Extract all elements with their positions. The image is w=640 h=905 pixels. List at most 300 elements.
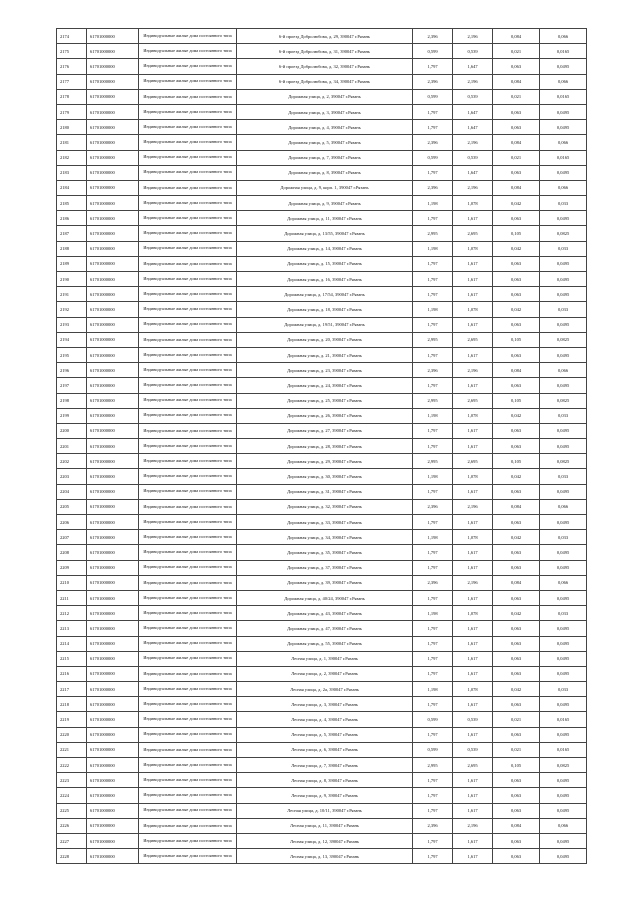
- cell-building-type: Индивидуальные жилые дома постоянного типа: [139, 651, 237, 666]
- cell-oktmo-code: 61701000000: [87, 180, 139, 195]
- cell-address: Дорожная улица, д. 43, 390047 г.Рязань: [237, 606, 413, 621]
- cell-value-1: 0,599: [413, 742, 453, 757]
- cell-value-4: 0,066: [540, 818, 587, 833]
- cell-value-4: 0,0495: [540, 347, 587, 362]
- cell-value-4: 0,066: [540, 499, 587, 514]
- cell-oktmo-code: 61701000000: [87, 469, 139, 484]
- cell-building-type: Индивидуальные жилые дома постоянного типа: [139, 530, 237, 545]
- cell-building-type: Индивидуальные жилые дома постоянного типа: [139, 59, 237, 74]
- cell-oktmo-code: 61701000000: [87, 742, 139, 757]
- cell-building-type: Индивидуальные жилые дома постоянного типа: [139, 332, 237, 347]
- cell-value-1: 1,198: [413, 196, 453, 211]
- cell-value-2: 1,617: [453, 347, 493, 362]
- cell-value-1: 1,797: [413, 651, 453, 666]
- cell-value-2: 1,617: [453, 849, 493, 864]
- cell-building-type: Индивидуальные жилые дома постоянного типа: [139, 287, 237, 302]
- cell-address: 6-й проезд Добролюбова, д. 29, 390047 г.Рязань: [237, 29, 413, 44]
- cell-value-1: 2,396: [413, 363, 453, 378]
- cell-value-4: 0,033: [540, 196, 587, 211]
- cell-value-3: 0,063: [493, 439, 540, 454]
- cell-row-number: 2221: [57, 742, 87, 757]
- cell-value-2: 1,647: [453, 104, 493, 119]
- cell-value-3: 0,021: [493, 89, 540, 104]
- table-row: [57, 287, 587, 302]
- cell-value-3: 0,063: [493, 165, 540, 180]
- cell-value-4: 0,0495: [540, 59, 587, 74]
- cell-value-1: 1,797: [413, 590, 453, 605]
- cell-value-1: 1,797: [413, 803, 453, 818]
- table-row: [57, 135, 587, 150]
- cell-value-1: 1,797: [413, 833, 453, 848]
- cell-oktmo-code: 61701000000: [87, 712, 139, 727]
- cell-value-3: 0,063: [493, 104, 540, 119]
- cell-row-number: 2218: [57, 697, 87, 712]
- cell-address: Дорожная улица, д. 35, 390047 г.Рязань: [237, 545, 413, 560]
- cell-value-4: 0,066: [540, 575, 587, 590]
- cell-building-type: Индивидуальные жилые дома постоянного типа: [139, 682, 237, 697]
- cell-oktmo-code: 61701000000: [87, 135, 139, 150]
- cell-value-4: 0,0495: [540, 211, 587, 226]
- table-row: [57, 74, 587, 89]
- table-body: [57, 29, 587, 864]
- cell-row-number: 2208: [57, 545, 87, 560]
- table-row: [57, 44, 587, 59]
- cell-value-2: 2,196: [453, 818, 493, 833]
- cell-value-4: 0,066: [540, 74, 587, 89]
- cell-address: Дорожная улица, д. 20, 390047 г.Рязань: [237, 332, 413, 347]
- cell-address: Лесная улица, д. 7, 390047 г.Рязань: [237, 758, 413, 773]
- cell-oktmo-code: 61701000000: [87, 803, 139, 818]
- cell-value-3: 0,063: [493, 545, 540, 560]
- cell-building-type: Индивидуальные жилые дома постоянного типа: [139, 697, 237, 712]
- cell-row-number: 2201: [57, 439, 87, 454]
- cell-address: Дорожная улица, д. 5, 390047 г.Рязань: [237, 135, 413, 150]
- cell-oktmo-code: 61701000000: [87, 454, 139, 469]
- cell-row-number: 2197: [57, 378, 87, 393]
- table-row: [57, 621, 587, 636]
- cell-building-type: Индивидуальные жилые дома постоянного типа: [139, 44, 237, 59]
- cell-building-type: Индивидуальные жилые дома постоянного типа: [139, 484, 237, 499]
- cell-value-4: 0,0495: [540, 317, 587, 332]
- housing-table: [56, 28, 587, 864]
- cell-address: Дорожная улица, д. 4, 390047 г.Рязань: [237, 120, 413, 135]
- cell-oktmo-code: 61701000000: [87, 104, 139, 119]
- cell-row-number: 2177: [57, 74, 87, 89]
- table-row: [57, 803, 587, 818]
- cell-oktmo-code: 61701000000: [87, 347, 139, 362]
- cell-value-2: 1,647: [453, 120, 493, 135]
- cell-value-1: 1,797: [413, 621, 453, 636]
- table-row: [57, 89, 587, 104]
- cell-value-3: 0,063: [493, 378, 540, 393]
- cell-value-3: 0,063: [493, 256, 540, 271]
- cell-value-1: 1,797: [413, 439, 453, 454]
- cell-oktmo-code: 61701000000: [87, 818, 139, 833]
- cell-value-2: 1,617: [453, 590, 493, 605]
- cell-row-number: 2176: [57, 59, 87, 74]
- table-row: [57, 636, 587, 651]
- cell-value-1: 2,396: [413, 818, 453, 833]
- cell-oktmo-code: 61701000000: [87, 363, 139, 378]
- cell-value-2: 1,617: [453, 697, 493, 712]
- cell-oktmo-code: 61701000000: [87, 196, 139, 211]
- cell-row-number: 2182: [57, 150, 87, 165]
- cell-building-type: Индивидуальные жилые дома постоянного типа: [139, 499, 237, 514]
- cell-address: Дорожная улица, д. 24, 390047 г.Рязань: [237, 378, 413, 393]
- cell-value-2: 0,539: [453, 89, 493, 104]
- table-row: [57, 818, 587, 833]
- cell-value-2: 1,617: [453, 211, 493, 226]
- table-row: [57, 272, 587, 287]
- cell-address: Дорожная улица, д. 31, 390047 г.Рязань: [237, 484, 413, 499]
- cell-value-4: 0,0825: [540, 393, 587, 408]
- cell-row-number: 2217: [57, 682, 87, 697]
- cell-value-2: 1,617: [453, 317, 493, 332]
- cell-value-4: 0,0165: [540, 150, 587, 165]
- cell-row-number: 2203: [57, 469, 87, 484]
- cell-value-3: 0,084: [493, 363, 540, 378]
- cell-value-3: 0,105: [493, 454, 540, 469]
- cell-value-2: 1,617: [453, 272, 493, 287]
- cell-address: Дорожная улица, д. 15, 390047 г.Рязань: [237, 256, 413, 271]
- cell-oktmo-code: 61701000000: [87, 833, 139, 848]
- cell-address: Дорожная улица, д. 40/24, 390047 г.Рязань: [237, 590, 413, 605]
- cell-address: Лесная улица, д. 2а, 390047 г.Рязань: [237, 682, 413, 697]
- cell-row-number: 2181: [57, 135, 87, 150]
- cell-address: Дорожная улица, д. 32, 390047 г.Рязань: [237, 499, 413, 514]
- table-row: [57, 727, 587, 742]
- cell-oktmo-code: 61701000000: [87, 590, 139, 605]
- cell-value-1: 1,797: [413, 378, 453, 393]
- cell-value-3: 0,084: [493, 180, 540, 195]
- table-row: [57, 849, 587, 864]
- cell-row-number: 2185: [57, 196, 87, 211]
- cell-value-2: 2,196: [453, 29, 493, 44]
- cell-row-number: 2211: [57, 590, 87, 605]
- cell-value-4: 0,0825: [540, 226, 587, 241]
- cell-value-3: 0,063: [493, 287, 540, 302]
- cell-address: Дорожная улица, д. 9, 390047 г.Рязань: [237, 196, 413, 211]
- document-page: [56, 28, 586, 864]
- table-row: [57, 241, 587, 256]
- cell-value-2: 1,617: [453, 621, 493, 636]
- cell-value-2: 1,617: [453, 666, 493, 681]
- cell-value-1: 1,797: [413, 256, 453, 271]
- cell-value-2: 2,695: [453, 332, 493, 347]
- cell-address: Дорожная улица, д. 37, 390047 г.Рязань: [237, 560, 413, 575]
- cell-value-2: 1,078: [453, 682, 493, 697]
- cell-row-number: 2214: [57, 636, 87, 651]
- cell-row-number: 2206: [57, 515, 87, 530]
- cell-row-number: 2188: [57, 241, 87, 256]
- cell-value-2: 2,695: [453, 393, 493, 408]
- cell-value-1: 1,198: [413, 408, 453, 423]
- cell-building-type: Индивидуальные жилые дома постоянного типа: [139, 302, 237, 317]
- cell-row-number: 2224: [57, 788, 87, 803]
- cell-value-1: 1,797: [413, 727, 453, 742]
- cell-value-1: 2,995: [413, 332, 453, 347]
- table-row: [57, 29, 587, 44]
- cell-building-type: Индивидуальные жилые дома постоянного типа: [139, 120, 237, 135]
- cell-address: Дорожная улица, д. 14, 390047 г.Рязань: [237, 241, 413, 256]
- cell-value-4: 0,0165: [540, 89, 587, 104]
- cell-row-number: 2191: [57, 287, 87, 302]
- cell-value-4: 0,0495: [540, 484, 587, 499]
- cell-value-3: 0,084: [493, 74, 540, 89]
- cell-value-4: 0,0495: [540, 849, 587, 864]
- cell-value-2: 1,078: [453, 241, 493, 256]
- cell-value-2: 1,078: [453, 408, 493, 423]
- cell-oktmo-code: 61701000000: [87, 29, 139, 44]
- cell-oktmo-code: 61701000000: [87, 484, 139, 499]
- table-row: [57, 180, 587, 195]
- cell-address: Лесная улица, д. 1, 390047 г.Рязань: [237, 651, 413, 666]
- cell-building-type: Индивидуальные жилые дома постоянного типа: [139, 742, 237, 757]
- cell-oktmo-code: 61701000000: [87, 682, 139, 697]
- cell-oktmo-code: 61701000000: [87, 727, 139, 742]
- table-row: [57, 363, 587, 378]
- cell-oktmo-code: 61701000000: [87, 165, 139, 180]
- cell-value-2: 2,196: [453, 575, 493, 590]
- cell-oktmo-code: 61701000000: [87, 272, 139, 287]
- cell-oktmo-code: 61701000000: [87, 317, 139, 332]
- cell-value-4: 0,0495: [540, 773, 587, 788]
- cell-value-1: 0,599: [413, 712, 453, 727]
- cell-value-1: 1,797: [413, 120, 453, 135]
- cell-value-2: 0,539: [453, 712, 493, 727]
- cell-value-4: 0,066: [540, 29, 587, 44]
- cell-value-3: 0,021: [493, 712, 540, 727]
- cell-value-2: 1,617: [453, 484, 493, 499]
- cell-address: Дорожная улица, д. 47, 390047 г.Рязань: [237, 621, 413, 636]
- cell-building-type: Индивидуальные жилые дома постоянного типа: [139, 666, 237, 681]
- cell-row-number: 2216: [57, 666, 87, 681]
- cell-row-number: 2200: [57, 423, 87, 438]
- cell-value-3: 0,084: [493, 29, 540, 44]
- cell-oktmo-code: 61701000000: [87, 758, 139, 773]
- cell-value-3: 0,063: [493, 666, 540, 681]
- table-row: [57, 211, 587, 226]
- cell-value-1: 1,797: [413, 560, 453, 575]
- cell-value-1: 1,797: [413, 317, 453, 332]
- cell-value-4: 0,033: [540, 241, 587, 256]
- cell-row-number: 2209: [57, 560, 87, 575]
- cell-building-type: Индивидуальные жилые дома постоянного типа: [139, 256, 237, 271]
- table-row: [57, 226, 587, 241]
- table-row: [57, 499, 587, 514]
- cell-address: Лесная улица, д. 2, 390047 г.Рязань: [237, 666, 413, 681]
- cell-value-1: 1,198: [413, 530, 453, 545]
- cell-value-1: 1,797: [413, 484, 453, 499]
- cell-value-4: 0,033: [540, 408, 587, 423]
- cell-address: 6-й проезд Добролюбова, д. 34, 390047 г.Рязань: [237, 74, 413, 89]
- cell-value-4: 0,0495: [540, 651, 587, 666]
- cell-value-3: 0,042: [493, 196, 540, 211]
- cell-address: Дорожная улица, д. 9, корп. 1, 390047 г.Рязань: [237, 180, 413, 195]
- cell-building-type: Индивидуальные жилые дома постоянного типа: [139, 272, 237, 287]
- cell-address: Лесная улица, д. 12, 390047 г.Рязань: [237, 833, 413, 848]
- cell-building-type: Индивидуальные жилые дома постоянного типа: [139, 803, 237, 818]
- table-row: [57, 606, 587, 621]
- cell-value-1: 2,995: [413, 758, 453, 773]
- cell-value-1: 1,797: [413, 636, 453, 651]
- cell-value-1: 1,797: [413, 272, 453, 287]
- table-row: [57, 104, 587, 119]
- cell-address: Дорожная улица, д. 30, 390047 г.Рязань: [237, 469, 413, 484]
- cell-building-type: Индивидуальные жилые дома постоянного типа: [139, 165, 237, 180]
- cell-row-number: 2202: [57, 454, 87, 469]
- cell-value-1: 1,797: [413, 59, 453, 74]
- cell-building-type: Индивидуальные жилые дома постоянного типа: [139, 712, 237, 727]
- cell-value-2: 0,539: [453, 150, 493, 165]
- cell-value-2: 1,078: [453, 606, 493, 621]
- cell-row-number: 2180: [57, 120, 87, 135]
- cell-value-1: 1,797: [413, 287, 453, 302]
- table-row: [57, 560, 587, 575]
- cell-value-1: 1,797: [413, 788, 453, 803]
- cell-value-2: 1,617: [453, 788, 493, 803]
- cell-value-2: 2,196: [453, 363, 493, 378]
- table-row: [57, 530, 587, 545]
- cell-value-4: 0,0495: [540, 439, 587, 454]
- cell-address: Дорожная улица, д. 29, 390047 г.Рязань: [237, 454, 413, 469]
- cell-value-3: 0,063: [493, 484, 540, 499]
- cell-value-4: 0,0165: [540, 742, 587, 757]
- cell-building-type: Индивидуальные жилые дома постоянного типа: [139, 727, 237, 742]
- cell-building-type: Индивидуальные жилые дома постоянного типа: [139, 575, 237, 590]
- cell-value-1: 1,797: [413, 773, 453, 788]
- cell-value-4: 0,0495: [540, 727, 587, 742]
- cell-building-type: Индивидуальные жилые дома постоянного типа: [139, 423, 237, 438]
- cell-row-number: 2175: [57, 44, 87, 59]
- cell-value-3: 0,063: [493, 621, 540, 636]
- table-row: [57, 651, 587, 666]
- table-row: [57, 393, 587, 408]
- cell-building-type: Индивидуальные жилые дома постоянного типа: [139, 317, 237, 332]
- cell-value-2: 1,078: [453, 302, 493, 317]
- cell-building-type: Индивидуальные жилые дома постоянного типа: [139, 29, 237, 44]
- cell-row-number: 2204: [57, 484, 87, 499]
- cell-oktmo-code: 61701000000: [87, 59, 139, 74]
- cell-address: Дорожная улица, д. 3, 390047 г.Рязань: [237, 104, 413, 119]
- cell-value-3: 0,084: [493, 818, 540, 833]
- cell-building-type: Индивидуальные жилые дома постоянного типа: [139, 773, 237, 788]
- cell-row-number: 2205: [57, 499, 87, 514]
- cell-building-type: Индивидуальные жилые дома постоянного типа: [139, 590, 237, 605]
- table-row: [57, 788, 587, 803]
- cell-row-number: 2225: [57, 803, 87, 818]
- cell-address: 6-й проезд Добролюбова, д. 32, 390047 г.Рязань: [237, 59, 413, 74]
- cell-value-1: 2,995: [413, 393, 453, 408]
- cell-value-4: 0,0495: [540, 697, 587, 712]
- cell-value-2: 1,617: [453, 636, 493, 651]
- cell-value-2: 1,617: [453, 727, 493, 742]
- table-row: [57, 833, 587, 848]
- cell-value-3: 0,084: [493, 135, 540, 150]
- cell-row-number: 2210: [57, 575, 87, 590]
- cell-address: Дорожная улица, д. 28, 390047 г.Рязань: [237, 439, 413, 454]
- cell-building-type: Индивидуальные жилые дома постоянного типа: [139, 211, 237, 226]
- cell-value-4: 0,0495: [540, 287, 587, 302]
- cell-oktmo-code: 61701000000: [87, 530, 139, 545]
- cell-row-number: 2227: [57, 833, 87, 848]
- cell-row-number: 2196: [57, 363, 87, 378]
- cell-building-type: Индивидуальные жилые дома постоянного типа: [139, 241, 237, 256]
- cell-row-number: 2199: [57, 408, 87, 423]
- cell-row-number: 2192: [57, 302, 87, 317]
- cell-value-2: 1,617: [453, 545, 493, 560]
- cell-address: Дорожная улица, д. 13/55, 390047 г.Рязань: [237, 226, 413, 241]
- cell-row-number: 2183: [57, 165, 87, 180]
- cell-building-type: Индивидуальные жилые дома постоянного типа: [139, 606, 237, 621]
- cell-building-type: Индивидуальные жилые дома постоянного типа: [139, 135, 237, 150]
- cell-oktmo-code: 61701000000: [87, 408, 139, 423]
- cell-address: Лесная улица, д. 10/11, 390047 г.Рязань: [237, 803, 413, 818]
- cell-address: Дорожная улица, д. 16, 390047 г.Рязань: [237, 272, 413, 287]
- table-row: [57, 408, 587, 423]
- cell-value-3: 0,063: [493, 317, 540, 332]
- cell-value-2: 2,196: [453, 135, 493, 150]
- cell-value-2: 1,617: [453, 515, 493, 530]
- cell-value-4: 0,0165: [540, 44, 587, 59]
- cell-address: Дорожная улица, д. 33, 390047 г.Рязань: [237, 515, 413, 530]
- cell-value-3: 0,042: [493, 408, 540, 423]
- cell-oktmo-code: 61701000000: [87, 423, 139, 438]
- cell-building-type: Индивидуальные жилые дома постоянного типа: [139, 378, 237, 393]
- cell-value-4: 0,0495: [540, 833, 587, 848]
- cell-value-3: 0,063: [493, 590, 540, 605]
- cell-building-type: Индивидуальные жилые дома постоянного типа: [139, 226, 237, 241]
- cell-value-1: 1,797: [413, 104, 453, 119]
- cell-row-number: 2219: [57, 712, 87, 727]
- cell-value-3: 0,063: [493, 59, 540, 74]
- cell-value-2: 2,196: [453, 499, 493, 514]
- table-row: [57, 773, 587, 788]
- table-row: [57, 515, 587, 530]
- cell-address: Дорожная улица, д. 19/51, 390047 г.Рязань: [237, 317, 413, 332]
- cell-value-3: 0,084: [493, 575, 540, 590]
- cell-value-3: 0,021: [493, 150, 540, 165]
- cell-value-1: 1,797: [413, 211, 453, 226]
- cell-value-2: 1,647: [453, 59, 493, 74]
- table-row: [57, 423, 587, 438]
- cell-value-1: 2,396: [413, 74, 453, 89]
- table-row: [57, 682, 587, 697]
- cell-oktmo-code: 61701000000: [87, 560, 139, 575]
- cell-value-4: 0,033: [540, 682, 587, 697]
- cell-value-4: 0,0495: [540, 788, 587, 803]
- cell-oktmo-code: 61701000000: [87, 575, 139, 590]
- cell-oktmo-code: 61701000000: [87, 849, 139, 864]
- cell-value-1: 1,797: [413, 165, 453, 180]
- cell-value-2: 1,617: [453, 773, 493, 788]
- cell-value-3: 0,105: [493, 393, 540, 408]
- cell-address: Дорожная улица, д. 2, 390047 г.Рязань: [237, 89, 413, 104]
- cell-building-type: Индивидуальные жилые дома постоянного типа: [139, 833, 237, 848]
- cell-value-3: 0,063: [493, 833, 540, 848]
- cell-value-3: 0,105: [493, 758, 540, 773]
- cell-value-3: 0,063: [493, 560, 540, 575]
- cell-row-number: 2174: [57, 29, 87, 44]
- cell-building-type: Индивидуальные жилые дома постоянного типа: [139, 469, 237, 484]
- cell-building-type: Индивидуальные жилые дома постоянного типа: [139, 150, 237, 165]
- cell-value-3: 0,063: [493, 120, 540, 135]
- cell-value-4: 0,033: [540, 606, 587, 621]
- table-row: [57, 575, 587, 590]
- cell-value-4: 0,0495: [540, 590, 587, 605]
- cell-address: Дорожная улица, д. 34, 390047 г.Рязань: [237, 530, 413, 545]
- cell-oktmo-code: 61701000000: [87, 378, 139, 393]
